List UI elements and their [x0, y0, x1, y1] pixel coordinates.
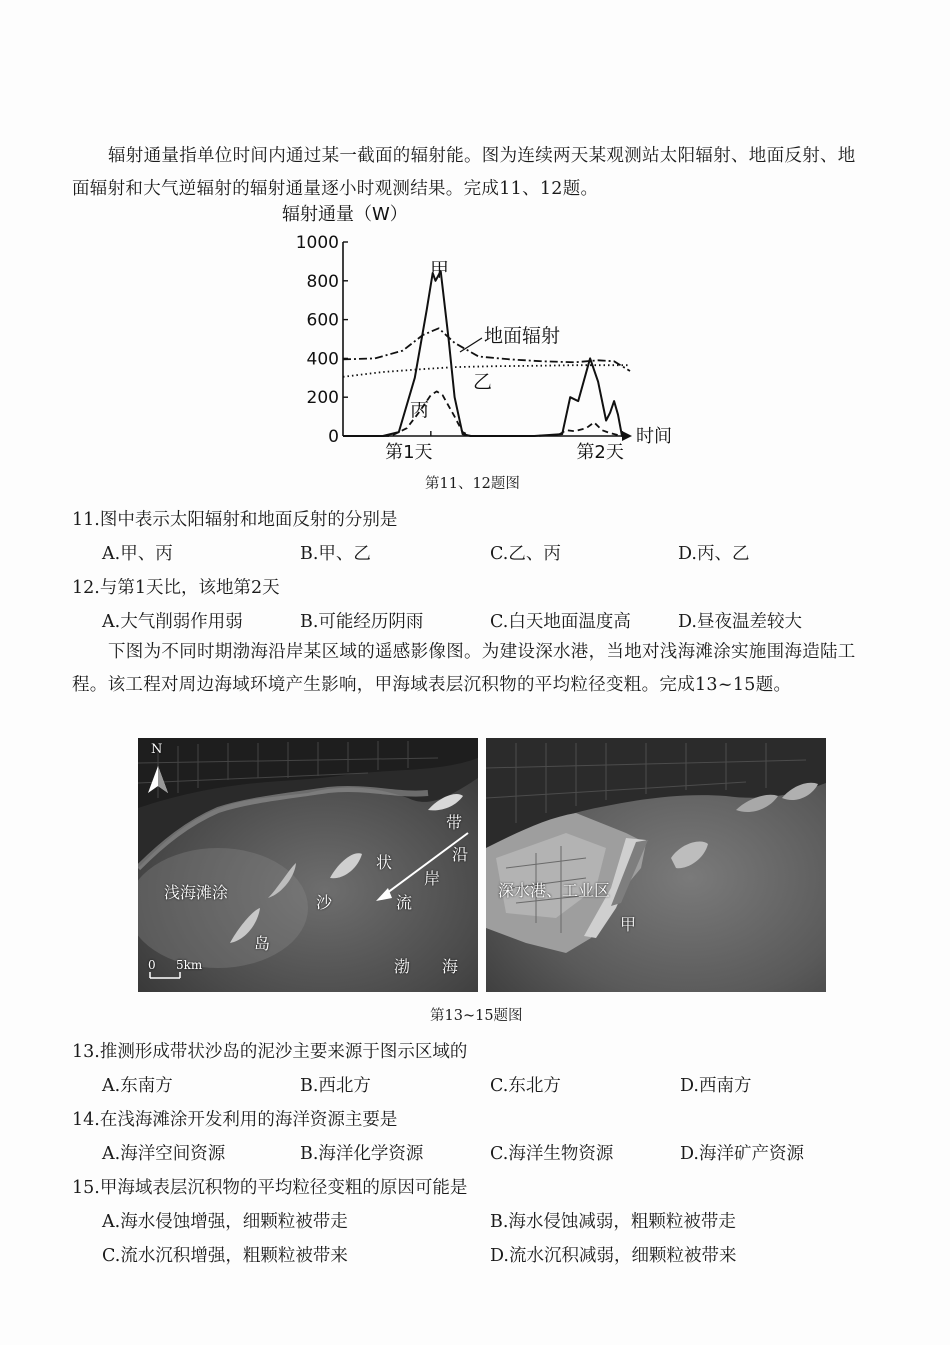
x-tick-label: 第1天 — [385, 442, 433, 463]
q14-option-d[interactable]: D.海洋矿产资源 — [680, 1144, 804, 1164]
label-an: 岸 — [424, 869, 441, 888]
annotation-jia: 甲 — [430, 259, 450, 281]
x-axis-title: 时间 — [636, 426, 672, 447]
label-port-industrial-zone: 深水港、工业区 — [498, 881, 611, 900]
q14-option-b[interactable]: B.海洋化学资源 — [300, 1144, 424, 1164]
annotation-ground-radiation: 地面辐射 — [484, 325, 561, 347]
label-sha: 沙 — [316, 893, 333, 912]
q14-option-c[interactable]: C.海洋生物资源 — [490, 1144, 614, 1164]
q11-option-a[interactable]: A.甲、丙 — [102, 544, 173, 564]
label-bo: 渤 — [394, 957, 411, 976]
question-15-stem: 15.甲海域表层沉积物的平均粒径变粗的原因可能是 — [72, 1178, 468, 1198]
ground-radiation-leader — [460, 338, 482, 352]
q13-option-b[interactable]: B.西北方 — [300, 1076, 371, 1096]
intro-paragraph-1: 辐射通量指单位时间内通过某一截面的辐射能。图为连续两天某观测站太阳辐射、地面反射、地面辐射和大气逆辐射的辐射通量逐小时观测结果。完成11、12题。 — [72, 146, 856, 199]
label-liu: 流 — [396, 893, 413, 912]
q13-option-d[interactable]: D.西南方 — [680, 1076, 752, 1096]
label-jia-sea: 甲 — [620, 915, 637, 934]
annotation-bing: 丙 — [410, 399, 430, 421]
y-axis-title: 辐射通量（W） — [282, 204, 408, 225]
y-tick-label: 1000 — [295, 233, 339, 253]
q15-option-a[interactable]: A.海水侵蚀增强，细颗粒被带走 — [102, 1212, 348, 1232]
question-14-stem: 14.在浅海滩涂开发利用的海洋资源主要是 — [72, 1110, 398, 1130]
series-line-1 — [343, 391, 630, 436]
north-label: N — [151, 742, 163, 757]
y-tick-label: 800 — [306, 271, 339, 292]
satellite-image-before — [138, 738, 478, 992]
q12-option-a[interactable]: A.大气削弱作用弱 — [102, 612, 243, 632]
intro-paragraph-2: 下图为不同时期渤海沿岸某区域的遥感影像图。为建设深水港，当地对浅海滩涂实施围海造陆工程。该工程对周边海域环境产生影响，甲海域表层沉积物的平均粒径变粗。完成13~15题。 — [72, 642, 856, 695]
q11-option-c[interactable]: C.乙、丙 — [490, 544, 561, 564]
scale-zero: 0 — [148, 958, 156, 972]
x-tick-label: 第2天 — [576, 442, 624, 463]
question-13-stem: 13.推测形成带状沙岛的泥沙主要来源于图示区域的 — [72, 1042, 468, 1062]
q14-option-a[interactable]: A.海洋空间资源 — [102, 1144, 226, 1164]
label-shallow-flat: 浅海滩涂 — [164, 883, 229, 902]
q15-option-c[interactable]: C.流水沉积增强，粗颗粒被带来 — [102, 1246, 348, 1266]
q13-option-c[interactable]: C.东北方 — [490, 1076, 561, 1096]
q12-option-b[interactable]: B.可能经历阴雨 — [300, 612, 424, 632]
annotation-yi: 乙 — [473, 371, 493, 393]
y-tick-label: 200 — [306, 388, 339, 409]
question-12-stem: 12.与第1天比，该地第2天 — [72, 578, 280, 598]
label-zhuang: 状 — [376, 853, 393, 872]
scale-km: 5km — [176, 958, 203, 972]
radiation-chart — [0, 200, 950, 500]
q12-option-d[interactable]: D.昼夜温差较大 — [678, 612, 802, 632]
label-dao: 岛 — [254, 934, 271, 953]
y-tick-label: 400 — [306, 349, 339, 370]
q15-option-b[interactable]: B.海水侵蚀减弱，粗颗粒被带走 — [490, 1212, 736, 1232]
map-caption: 第13~15题图 — [430, 1008, 523, 1024]
label-hai: 海 — [442, 957, 459, 976]
q12-option-c[interactable]: C.白天地面温度高 — [490, 612, 631, 632]
q15-option-d[interactable]: D.流水沉积减弱，细颗粒被带来 — [490, 1246, 737, 1266]
label-dai: 带 — [446, 813, 463, 832]
q13-option-a[interactable]: A.东南方 — [102, 1076, 173, 1096]
series-line-0 — [343, 271, 630, 436]
q11-option-d[interactable]: D.丙、乙 — [678, 544, 750, 564]
label-yan: 沿 — [452, 845, 469, 864]
q11-option-b[interactable]: B.甲、乙 — [300, 544, 371, 564]
question-11-stem: 11.图中表示太阳辐射和地面反射的分别是 — [72, 510, 398, 530]
y-tick-label: 600 — [306, 310, 339, 331]
satellite-image-after — [486, 738, 826, 992]
y-tick-label: 0 — [328, 427, 339, 447]
chart-caption: 第11、12题图 — [425, 476, 520, 492]
